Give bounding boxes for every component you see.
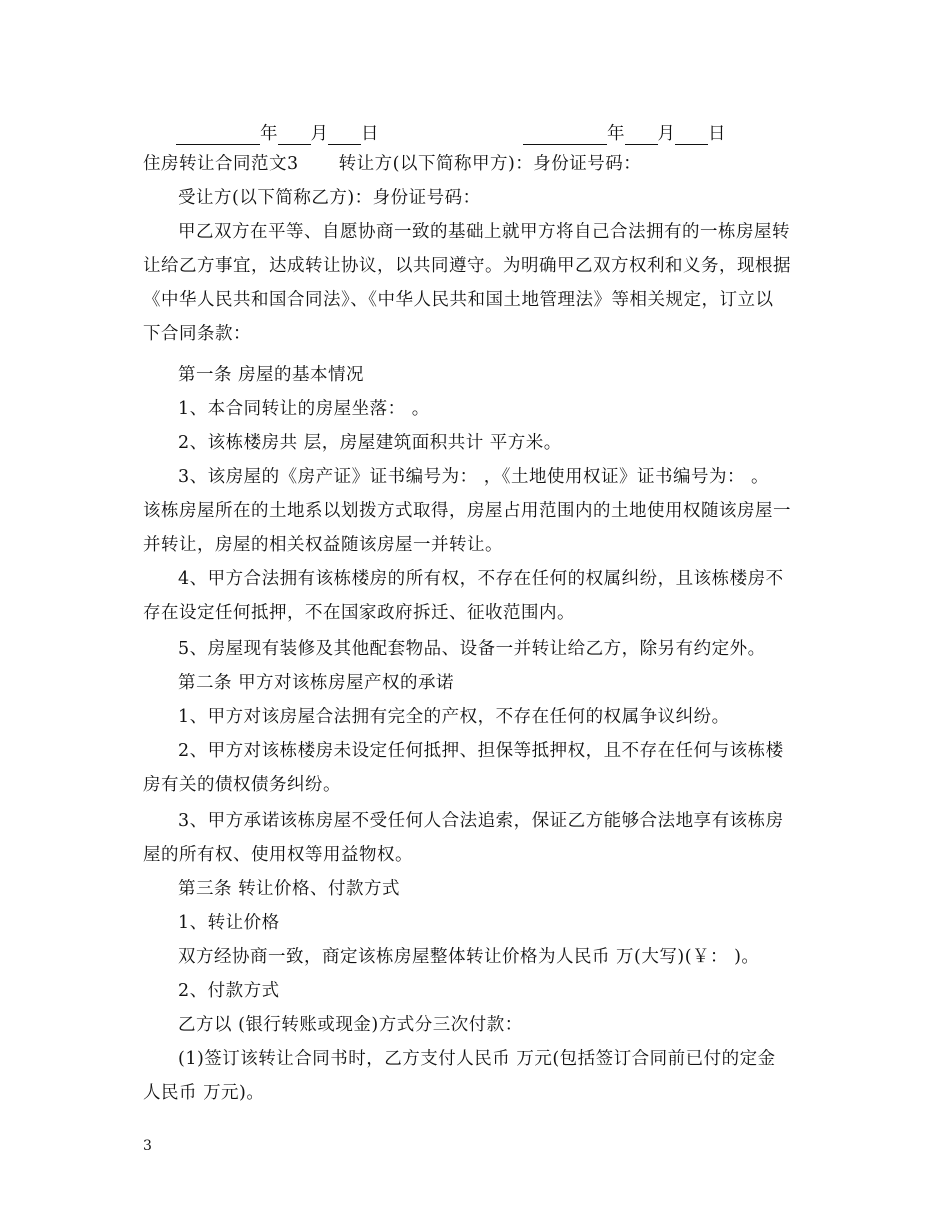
clause-1-1: 1、本合同转让的房屋坐落： 。 [178, 399, 430, 419]
clause-2-3-cont: 屋的所有权、使用权等用益物权。 [143, 845, 413, 865]
clause-3-2-1-cont: 人民币 万元)。 [143, 1083, 265, 1103]
clause-1-4-cont: 存在设定任何抵押，不在国家政府拆迁、征收范围内。 [143, 603, 575, 623]
month-blank [278, 126, 311, 145]
day-label: 日 [708, 124, 726, 144]
article-2-title: 第二条 甲方对该栋房屋产权的承诺 [178, 673, 455, 693]
clause-3-2-title: 2、付款方式 [178, 981, 280, 1001]
clause-1-5: 5、房屋现有装修及其他配套物品、设备一并转让给乙方，除另有约定外。 [178, 639, 766, 659]
intro-line: 甲乙双方在平等、自愿协商一致的基础上就甲方将自己合法拥有的一栋房屋转 [178, 222, 790, 242]
date-left [176, 120, 379, 145]
clause-2-2: 2、甲方对该栋楼房未设定任何抵押、担保等抵押权，且不存在任何与该栋楼 [178, 741, 784, 761]
clause-2-2-cont: 房有关的债权债务纠纷。 [143, 775, 341, 795]
page-number: 3 [143, 1138, 152, 1154]
month-blank [625, 126, 658, 145]
clause-2-1: 1、甲方对该房屋合法拥有完全的产权，不存在任何的权属争议纠纷。 [178, 707, 730, 727]
intro-line: 《中华人民共和国合同法》、《中华人民共和国土地管理法》等相关规定，订立以 [143, 290, 774, 310]
year-blank [523, 126, 607, 145]
clause-3-2-1: (1)签订该转让合同书时，乙方支付人民币 万元(包括签订合同前已付的定金 [178, 1049, 776, 1069]
clause-1-3-cont: 并转让，房屋的相关权益随该房屋一并转让。 [143, 535, 503, 555]
clause-3-1-text: 双方经协商一致，商定该栋房屋整体转让价格为人民币 万(大写)(￥： )。 [178, 947, 760, 967]
day-blank [328, 126, 361, 145]
clause-3-1-title: 1、转让价格 [178, 913, 280, 933]
year-label: 年 [607, 124, 625, 144]
clause-1-2: 2、该栋楼房共 层，房屋建筑面积共计 平方米。 [178, 433, 562, 453]
clause-1-3-cont: 该栋房屋所在的土地系以划拨方式取得，房屋占用范围内的土地使用权随该房屋一 [143, 501, 791, 521]
intro-line: 下合同条款： [143, 324, 251, 344]
intro-line: 让给乙方事宜，达成转让协议，以共同遵守。为明确甲乙双方权利和义务，现根据 [143, 256, 791, 276]
month-label: 月 [310, 124, 328, 144]
clause-1-4: 4、甲方合法拥有该栋楼房的所有权，不存在任何的权属纠纷，且该栋楼房不 [178, 569, 784, 589]
clause-1-3: 3、该房屋的《房产证》证书编号为： ，《土地使用权证》证书编号为： 。 [178, 467, 770, 487]
transferor-line: 转让方(以下简称甲方)：身份证号码： [338, 154, 642, 174]
date-row [0, 120, 950, 144]
year-label: 年 [260, 124, 278, 144]
clause-3-2-text: 乙方以 (银行转账或现金)方式分三次付款： [178, 1015, 523, 1035]
day-label: 日 [361, 124, 379, 144]
month-label: 月 [657, 124, 675, 144]
clause-2-3: 3、甲方承诺该栋房屋不受任何人合法追索，保证乙方能够合法地享有该栋房 [178, 811, 784, 831]
article-1-title: 第一条 房屋的基本情况 [178, 365, 365, 385]
transferee-line: 受让方(以下简称乙方)：身份证号码： [178, 188, 481, 208]
date-right [523, 120, 726, 145]
year-blank [176, 126, 260, 145]
day-blank [675, 126, 708, 145]
doc-title: 住房转让合同范文3 [143, 154, 299, 174]
article-3-title: 第三条 转让价格、付款方式 [178, 879, 401, 899]
title-line [143, 153, 813, 175]
